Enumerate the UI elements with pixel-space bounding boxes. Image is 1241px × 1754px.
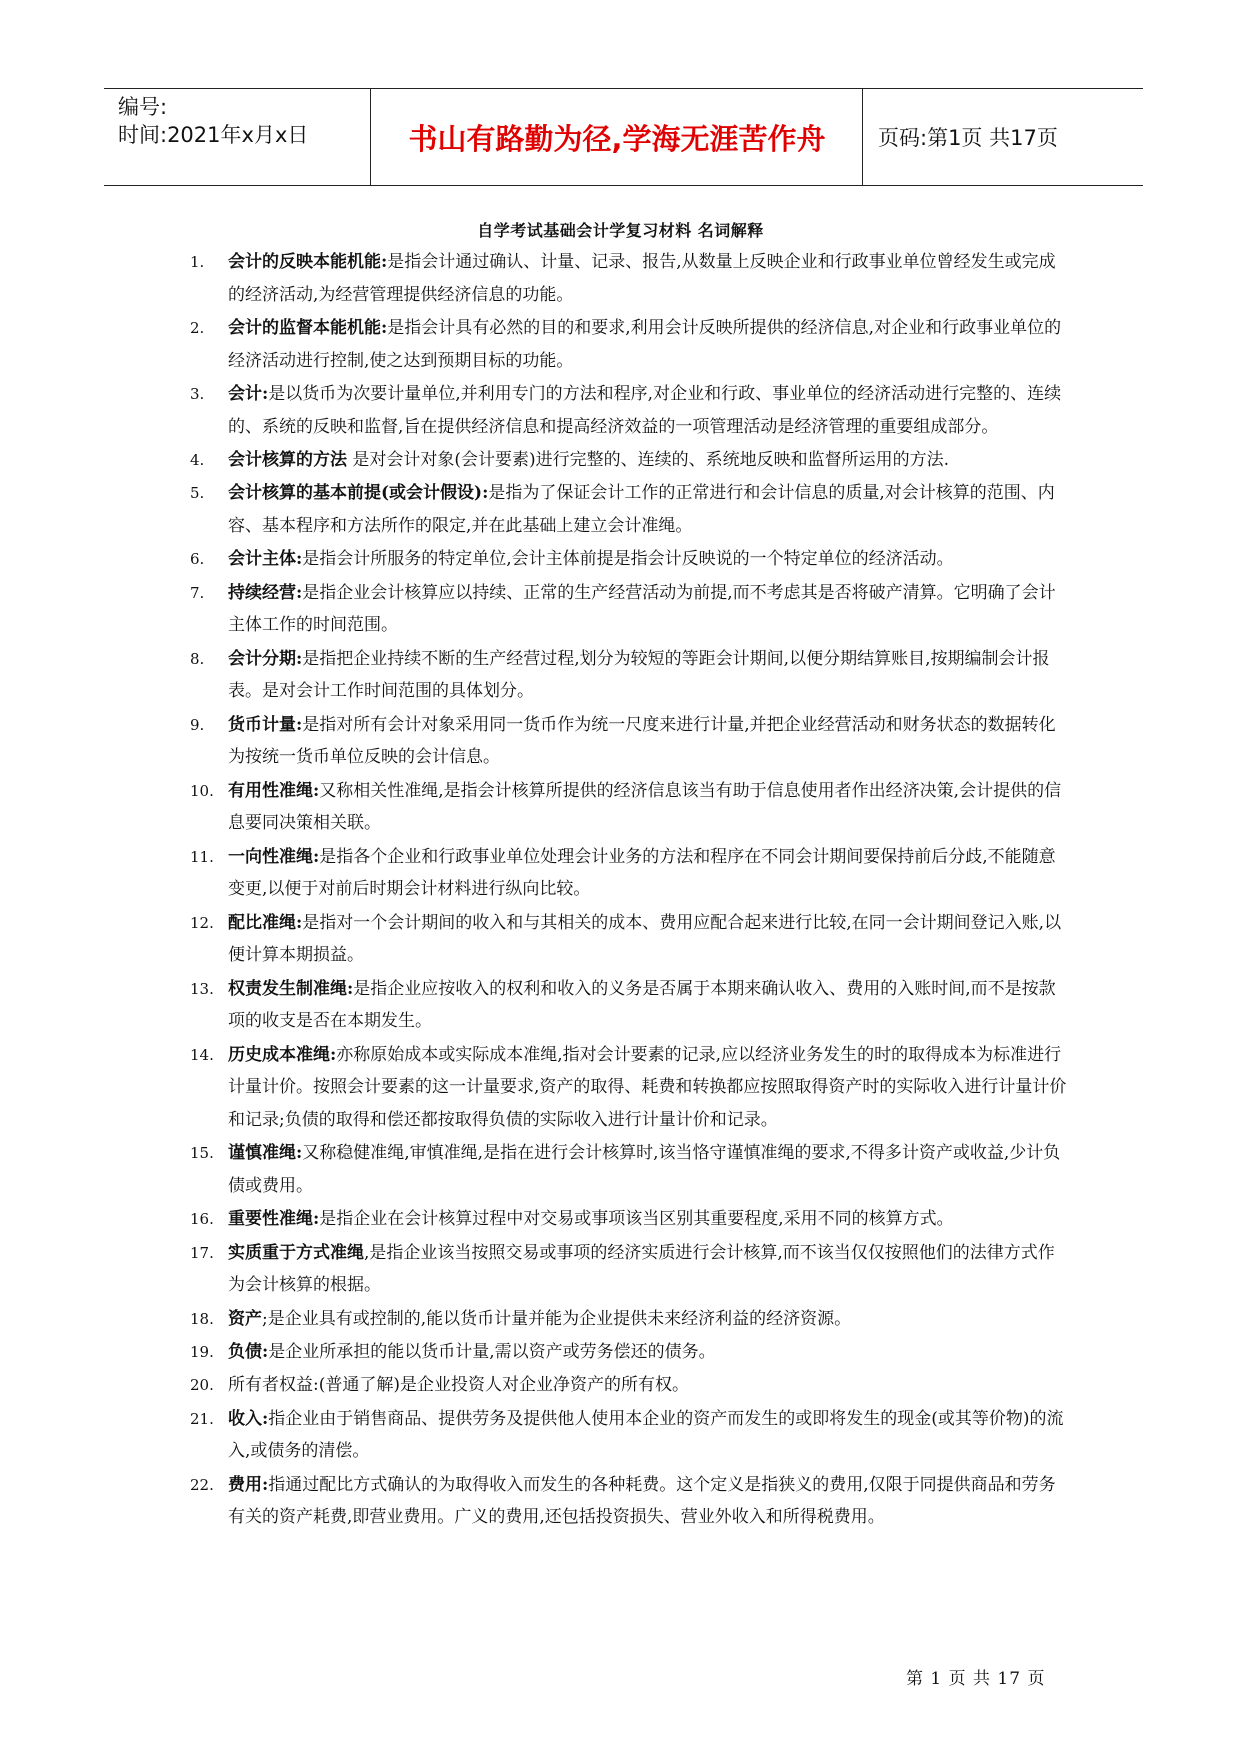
item-definition: (普通了解)是企业投资人对企业净资产的所有权。 xyxy=(318,1375,689,1396)
item-definition: 是对会计对象(会计要素)进行完整的、连续的、系统地反映和监督所运用的方法. xyxy=(347,449,950,470)
item-body xyxy=(228,907,1070,972)
item-definition: ;是企业具有或控制的,能以货币计量并能为企业提供未来经济利益的经济资源。 xyxy=(262,1308,852,1329)
definition-item xyxy=(190,1039,1070,1137)
item-term: 谨慎准绳: xyxy=(228,1143,303,1164)
item-definition: 是指会计通过确认、计量、记录、报告,从数量上反映企业和行政事业单位曾经发生或完成的经济活动,为经营管理提供经济信息的功能。 xyxy=(228,252,1056,305)
item-term: 实质重于方式准绳 xyxy=(228,1242,364,1263)
item-body xyxy=(228,477,1070,542)
header-time: 时间:2021年x月x日 xyxy=(118,123,309,147)
definition-item xyxy=(190,444,1070,477)
item-term: 资产 xyxy=(228,1308,262,1329)
item-number: 1. xyxy=(190,253,205,271)
item-term: 收入: xyxy=(228,1408,269,1429)
definition-item xyxy=(190,577,1070,642)
item-body xyxy=(228,444,1070,477)
definition-item xyxy=(190,312,1070,377)
definition-item xyxy=(190,643,1070,708)
item-body xyxy=(228,709,1070,774)
item-term: 一向性准绳: xyxy=(228,846,320,867)
definition-item xyxy=(190,1137,1070,1202)
definition-item xyxy=(190,378,1070,443)
item-number: 7. xyxy=(190,583,205,602)
item-body xyxy=(228,973,1070,1038)
item-term: 配比准绳: xyxy=(228,912,303,933)
item-number: 18. xyxy=(190,1309,214,1328)
item-definition: 亦称原始成本或实际成本准绳,指对会计要素的记录,应以经济业务发生的时的取得成本为标准进行计量计价。按照会计要素的这一计量要求,资产的取得、耗费和转换都应按照取得资产时的实际收入进行计量计价和记录;负债的取得和偿还都按取得负债的实际收入进行计量计价和记录。 xyxy=(228,1044,1067,1130)
item-term: 会计核算的基本前提(或会计假设): xyxy=(228,483,489,504)
item-body xyxy=(228,1237,1070,1302)
item-body xyxy=(228,1369,1070,1402)
header-motto: 书山有路勤为径,学海无涯苦作舟 xyxy=(408,121,826,156)
definition-item xyxy=(190,709,1070,774)
definition-item xyxy=(190,841,1070,906)
item-term: 会计: xyxy=(228,383,269,404)
definition-item xyxy=(190,543,1070,576)
item-number: 22. xyxy=(190,1475,214,1494)
header-divider xyxy=(370,89,371,185)
definition-item xyxy=(190,246,1070,311)
item-number: 2. xyxy=(190,318,205,337)
item-number: 9. xyxy=(190,715,205,734)
definition-item xyxy=(190,1469,1070,1534)
item-number: 14. xyxy=(190,1045,214,1064)
item-number: 5. xyxy=(190,484,205,503)
page-header xyxy=(104,88,1143,186)
page-footer: 第 1 页 共 17 页 xyxy=(906,1669,1046,1689)
item-number: 10. xyxy=(190,781,214,800)
item-number: 15. xyxy=(190,1144,214,1163)
item-body xyxy=(228,246,1070,311)
definition-item xyxy=(190,1336,1070,1369)
item-definition: 指企业由于销售商品、提供劳务及提供他人使用本企业的资产而发生的或即将发生的现金(或其等价物)的流入,或债务的清偿。 xyxy=(228,1408,1064,1462)
item-term: 权责发生制准绳: xyxy=(228,978,354,999)
item-number: 8. xyxy=(190,649,205,668)
definition-item xyxy=(190,1237,1070,1302)
item-number: 11. xyxy=(190,847,214,866)
item-definition: 是指企业应按收入的权利和收入的义务是否属于本期来确认收入、费用的入账时间,而不是按款项的收支是否在本期发生。 xyxy=(228,978,1056,1032)
item-term: 有用性准绳: xyxy=(228,780,320,801)
header-divider xyxy=(862,89,863,185)
item-term: 会计的监督本能机能: xyxy=(228,317,388,338)
item-definition: 是指各个企业和行政事业单位处理会计业务的方法和程序在不同会计期间要保持前后分歧,不能随意变更,以便于对前后时期会计材料进行纵向比较。 xyxy=(228,846,1056,900)
item-number: 13. xyxy=(190,979,214,998)
item-definition: 是指会计具有必然的目的和要求,利用会计反映所提供的经济信息,对企业和行政事业单位的经济活动进行控制,使之达到预期目标的功能。 xyxy=(228,317,1062,371)
item-definition: 是指企业会计核算应以持续、正常的生产经营活动为前提,而不考虑其是否将破产清算。它明确了会计主体工作的时间范围。 xyxy=(228,582,1056,636)
definition-item xyxy=(190,775,1070,840)
item-body xyxy=(228,543,1070,576)
item-number: 17. xyxy=(190,1243,214,1262)
item-definition: 又称稳健准绳,审慎准绳,是指在进行会计核算时,该当恪守谨慎准绳的要求,不得多计资产或收益,少计负债或费用。 xyxy=(228,1143,1061,1196)
item-definition: 是指把企业持续不断的生产经营过程,划分为较短的等距会计期间,以便分期结算账目,按期编制会计报表。是对会计工作时间范围的具体划分。 xyxy=(228,648,1050,702)
item-definition: 是指为了保证会计工作的正常进行和会计信息的质量,对会计核算的范围、内容、基本程序和方法所作的限定,并在此基础上建立会计准绳。 xyxy=(228,483,1055,536)
document-title: 自学考试基础会计学复习材料 名词解释 xyxy=(477,221,764,240)
item-body xyxy=(228,1403,1070,1468)
definition-item xyxy=(190,1303,1070,1336)
definition-item xyxy=(190,1369,1070,1402)
item-definition: 是以货币为次要计量单位,并利用专门的方法和程序,对企业和行政、事业单位的经济活动进行完整的、连续的、系统的反映和监督,旨在提供经济信息和提高经济效益的一项管理活动是经济管理的重要组成部分。 xyxy=(228,383,1062,437)
item-term: 持续经营: xyxy=(228,582,303,603)
item-term: 历史成本准绳: xyxy=(228,1044,337,1065)
item-definition: 是指对所有会计对象采用同一货币作为统一尺度来进行计量,并把企业经营活动和财务状态的数据转化为按统一货币单位反映的会计信息。 xyxy=(228,714,1056,768)
item-term: 会计主体: xyxy=(228,549,303,570)
item-body xyxy=(228,643,1070,708)
item-definition: 是指企业在会计核算过程中对交易或事项该当区别其重要程度,采用不同的核算方式。 xyxy=(319,1209,954,1230)
item-body xyxy=(228,577,1070,642)
item-body xyxy=(228,1137,1070,1202)
item-definition: 又称相关性准绳,是指会计核算所提供的经济信息该当有助于信息使用者作出经济决策,会计提供的信息要同决策相关联。 xyxy=(228,780,1062,834)
item-number: 21. xyxy=(190,1409,214,1428)
definition-item xyxy=(190,1403,1070,1468)
item-term: 费用: xyxy=(228,1474,269,1495)
item-definition: 是企业所承担的能以货币计量,需以资产或劳务偿还的债务。 xyxy=(268,1341,716,1362)
item-term: 重要性准绳: xyxy=(228,1209,320,1230)
item-body xyxy=(228,1203,1070,1236)
item-body xyxy=(228,1303,1070,1336)
item-body xyxy=(228,1336,1070,1369)
header-number: 编号: xyxy=(118,95,168,119)
item-body xyxy=(228,378,1070,443)
item-body xyxy=(228,1039,1070,1137)
item-definition: 指通过配比方式确认的为取得收入而发生的各种耗费。这个定义是指狭义的费用,仅限于同提供商品和劳务有关的资产耗费,即营业费用。广义的费用,还包括投资损失、营业外收入和所得税费用。 xyxy=(228,1474,1056,1528)
item-number: 19. xyxy=(190,1342,214,1361)
item-term: 会计核算的方法 xyxy=(228,449,347,470)
item-number: 6. xyxy=(190,550,205,569)
item-definition: 是指对一个会计期间的收入和与其相关的成本、费用应配合起来进行比较,在同一会计期间登记入账,以便计算本期损益。 xyxy=(228,912,1062,966)
item-definition: ,是指企业该当按照交易或事项的经济实质进行会计核算,而不该当仅仅按照他们的法律方式作为会计核算的根据。 xyxy=(228,1242,1055,1296)
definition-list xyxy=(190,246,1070,1535)
definition-item xyxy=(190,907,1070,972)
definition-item xyxy=(190,477,1070,542)
item-body xyxy=(228,775,1070,840)
definition-item xyxy=(190,1203,1070,1236)
item-term: 会计的反映本能机能: xyxy=(228,252,388,272)
item-body xyxy=(228,841,1070,906)
item-term: 负债: xyxy=(228,1341,269,1362)
item-definition: 是指会计所服务的特定单位,会计主体前提是指会计反映说的一个特定单位的经济活动。 xyxy=(302,549,954,570)
item-number: 3. xyxy=(190,384,205,403)
item-number: 20. xyxy=(190,1376,214,1395)
item-number: 16. xyxy=(190,1210,214,1229)
header-page-info: 页码:第1页 共17页 xyxy=(878,126,1058,150)
item-number: 4. xyxy=(190,450,205,469)
item-body xyxy=(228,312,1070,377)
item-body xyxy=(228,1469,1070,1534)
item-term: 所有者权益: xyxy=(228,1375,319,1396)
item-number: 12. xyxy=(190,913,214,932)
item-term: 货币计量: xyxy=(228,714,303,735)
definition-item xyxy=(190,973,1070,1038)
header-meta xyxy=(118,93,368,149)
item-term: 会计分期: xyxy=(228,648,303,669)
